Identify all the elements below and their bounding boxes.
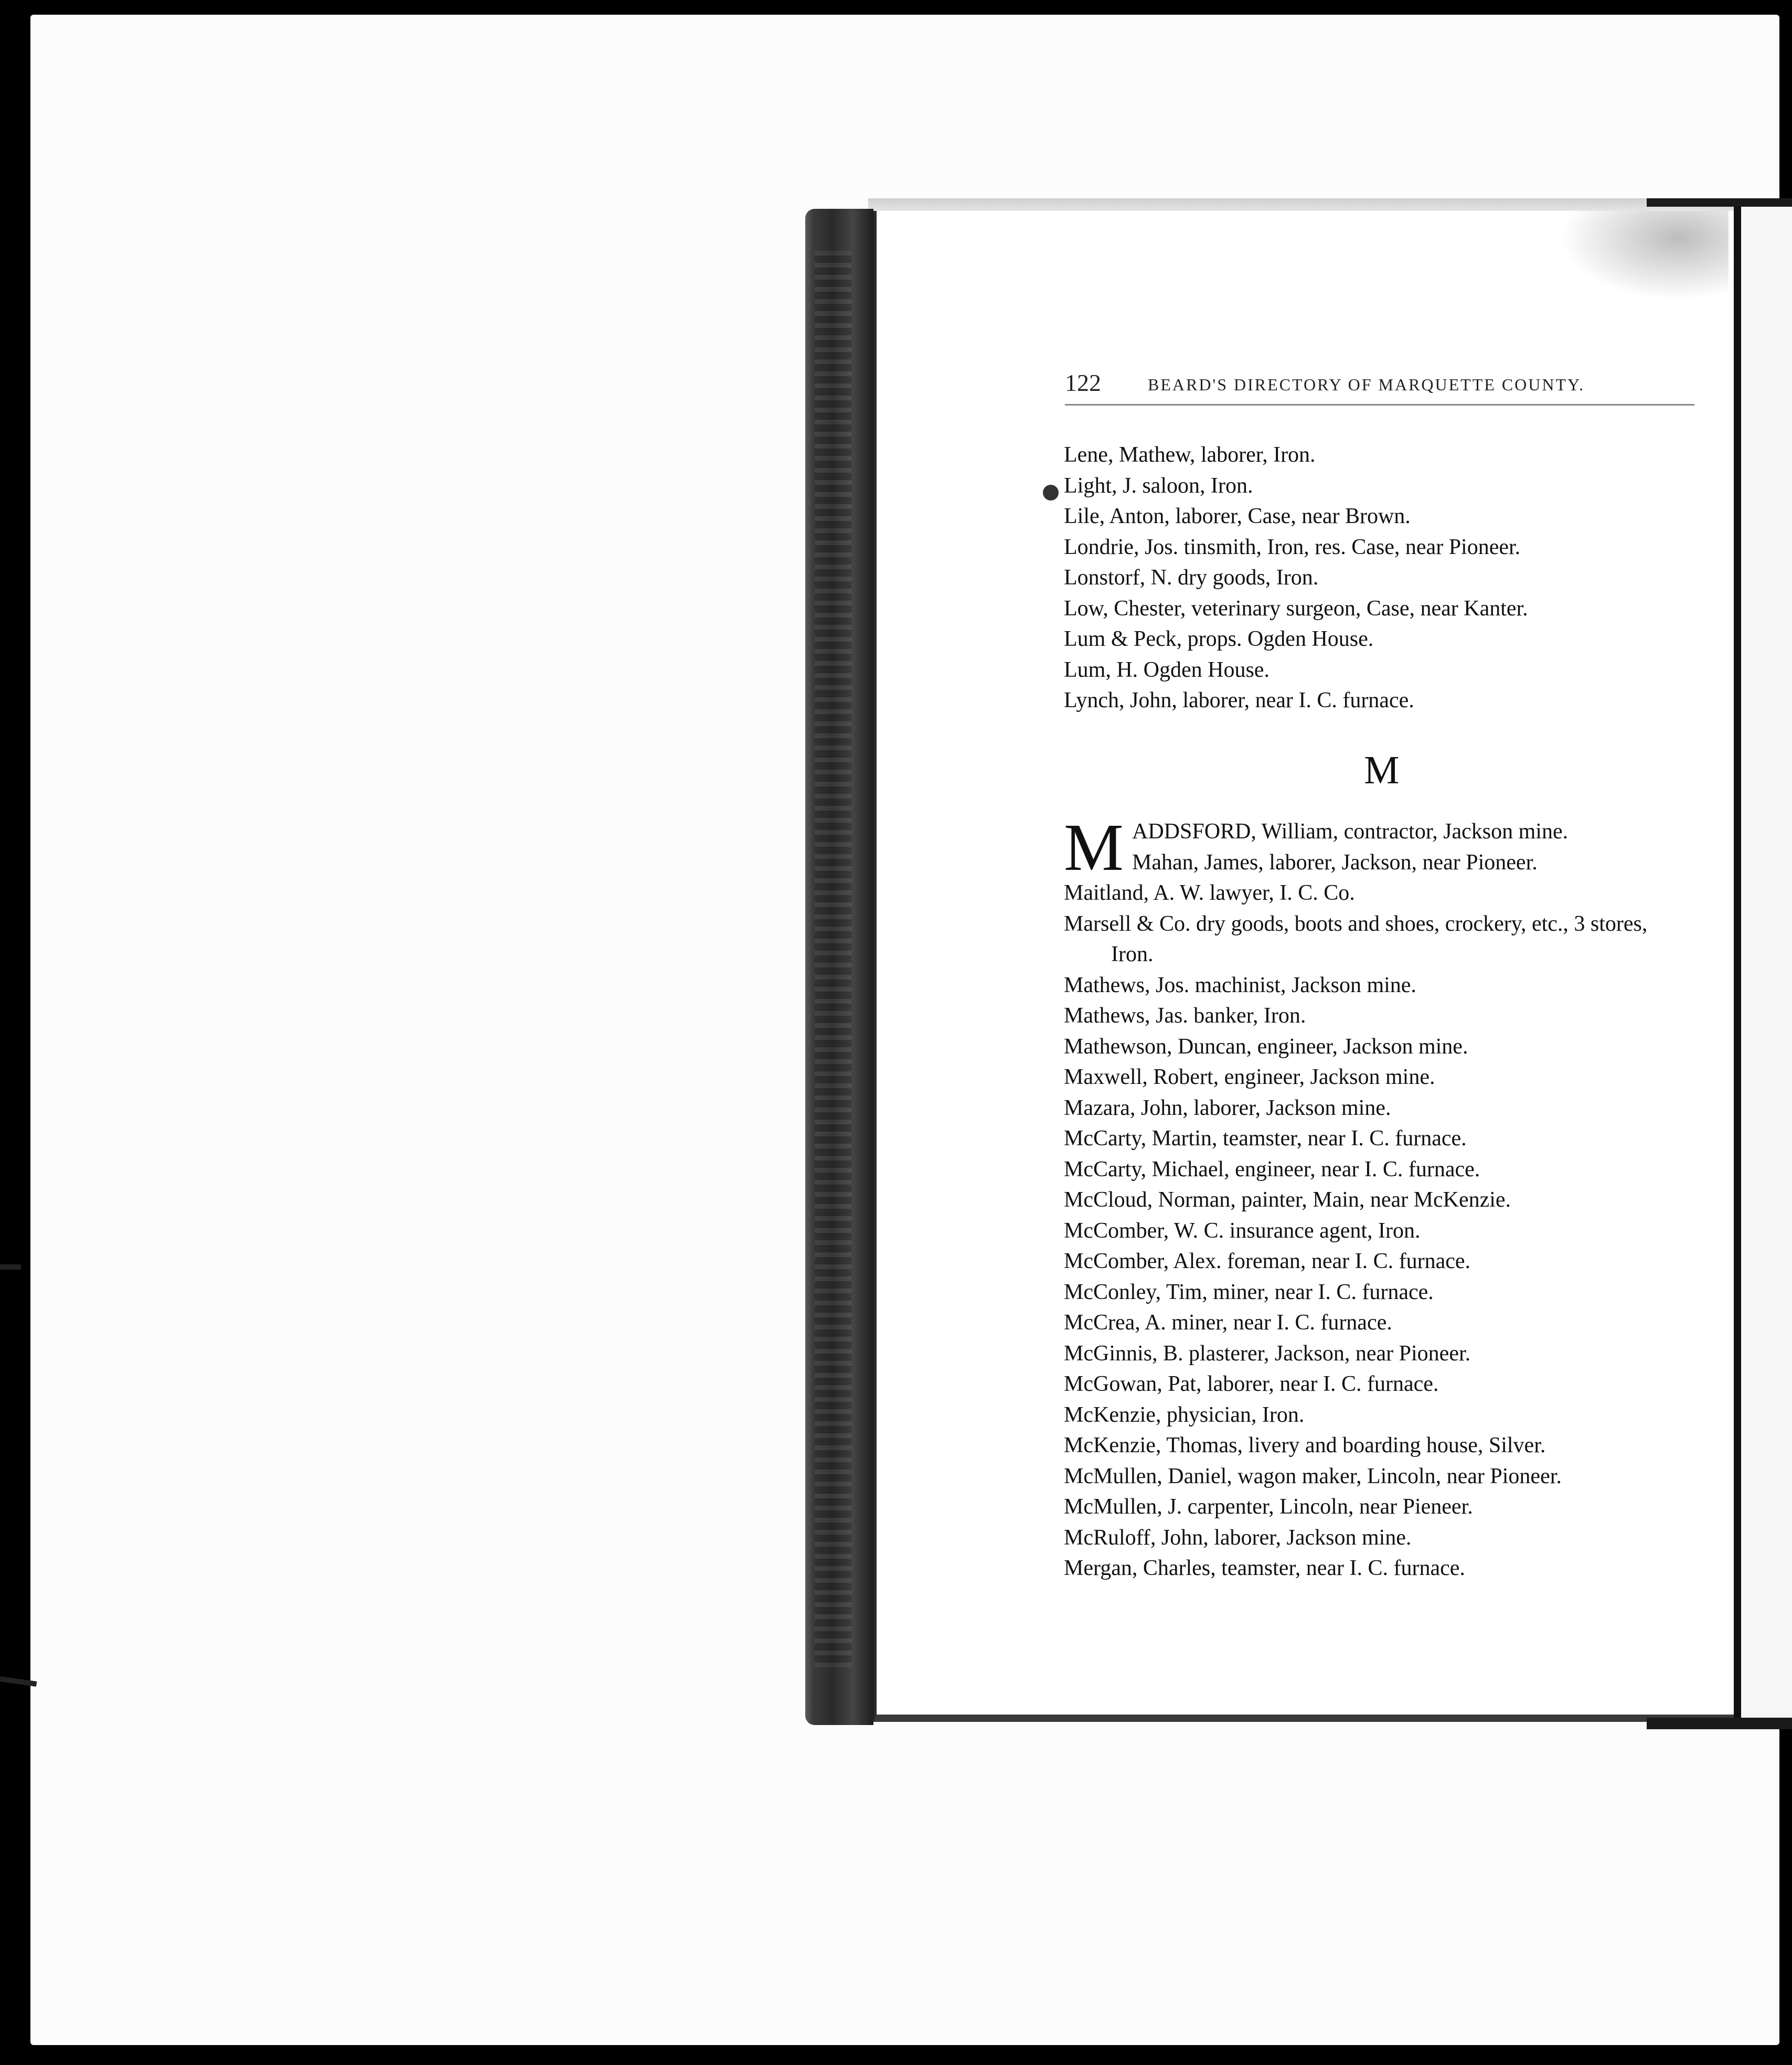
directory-entry: McConley, Tim, miner, near I. C. furnace.	[1064, 1280, 1434, 1304]
section-heading-m: M	[1364, 748, 1400, 792]
scan-edge-mark	[0, 1264, 21, 1270]
directory-entry: Maitland, A. W. lawyer, I. C. Co.	[1064, 881, 1355, 905]
book-spine	[805, 209, 873, 1725]
directory-entry: Maxwell, Robert, engineer, Jackson mine.	[1064, 1065, 1435, 1089]
running-title: BEARD'S DIRECTORY OF MARQUETTE COUNTY.	[1148, 375, 1585, 394]
directory-entry: McComber, Alex. foreman, near I. C. furnace.	[1064, 1249, 1471, 1273]
directory-entry: Mathews, Jas. banker, Iron.	[1064, 1004, 1306, 1028]
page-number: 122	[1065, 369, 1101, 396]
directory-entry: Light, J. saloon, Iron.	[1064, 473, 1253, 498]
directory-entry: McMullen, Daniel, wagon maker, Lincoln, near Pioneer.	[1064, 1464, 1562, 1488]
directory-entry: McCloud, Norman, painter, Main, near McKenzie.	[1064, 1188, 1511, 1212]
page-shadow	[1561, 211, 1729, 300]
directory-entry: McRuloff, John, laborer, Jackson mine.	[1064, 1525, 1412, 1550]
directory-entry: Marsell & Co. dry goods, boots and shoes, crockery, etc., 3 stores,	[1064, 911, 1648, 936]
directory-entry: Lynch, John, laborer, near I. C. furnace.	[1064, 688, 1414, 712]
directory-entry-continuation: Iron.	[1111, 942, 1154, 966]
directory-entry: Lile, Anton, laborer, Case, near Brown.	[1064, 504, 1411, 528]
ink-blot	[1043, 485, 1059, 501]
directory-entry: Mathews, Jos. machinist, Jackson mine.	[1064, 973, 1416, 997]
directory-entry: McCarty, Martin, teamster, near I. C. furnace.	[1064, 1126, 1467, 1151]
directory-entry-text: ADDSFORD, William, contractor, Jackson mine.	[1132, 819, 1569, 844]
directory-entry: Londrie, Jos. tinsmith, Iron, res. Case, near Pioneer.	[1064, 535, 1521, 559]
directory-entry: Mathewson, Duncan, engineer, Jackson mine.	[1064, 1034, 1468, 1059]
directory-entry: McKenzie, Thomas, livery and boarding house, Silver.	[1064, 1433, 1546, 1457]
directory-entry: Lonstorf, N. dry goods, Iron.	[1064, 566, 1319, 590]
directory-entries-l	[1064, 440, 1746, 716]
directory-entry: Low, Chester, veterinary surgeon, Case, near Kanter.	[1064, 596, 1528, 621]
directory-entry: McKenzie, physician, Iron.	[1064, 1402, 1305, 1427]
directory-entry: Mergan, Charles, teamster, near I. C. furnace.	[1064, 1556, 1465, 1580]
running-header	[1065, 367, 1694, 406]
directory-entry: McCrea, A. miner, near I. C. furnace.	[1064, 1311, 1392, 1335]
directory-entry: McCarty, Michael, engineer, near I. C. furnace.	[1064, 1157, 1480, 1181]
directory-entry: Mazara, John, laborer, Jackson mine.	[1064, 1095, 1391, 1120]
directory-entry: Mahan, James, laborer, Jackson, near Pioneer.	[1132, 850, 1538, 875]
directory-entry: Lene, Mathew, laborer, Iron.	[1064, 443, 1316, 467]
directory-entry: Lum, H. Ogden House.	[1064, 657, 1270, 682]
drop-cap: M	[1064, 810, 1124, 885]
directory-entries-m	[1064, 810, 1751, 1584]
directory-entry: Lum & Peck, props. Ogden House.	[1064, 627, 1374, 651]
directory-entry: McGinnis, B. plasterer, Jackson, near Pioneer.	[1064, 1341, 1471, 1366]
directory-entry: McGowan, Pat, laborer, near I. C. furnace.	[1064, 1372, 1439, 1396]
directory-entry: McComber, W. C. insurance agent, Iron.	[1064, 1218, 1421, 1243]
directory-entry: McMullen, J. carpenter, Lincoln, near Pieneer.	[1064, 1495, 1473, 1519]
